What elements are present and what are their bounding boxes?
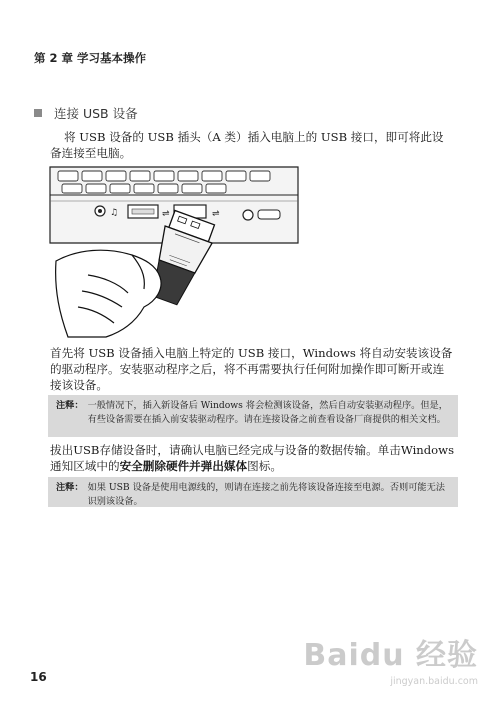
page-number: 16: [30, 670, 47, 684]
safe-remove-paragraph: [50, 442, 455, 474]
usb-connection-illustration: [48, 165, 300, 340]
svg-text:♫: ♫: [110, 208, 119, 218]
note-label: 注释：: [56, 482, 84, 493]
note-text: 一般情况下，插入新设备后 Windows 将会检测该设备，然后自动安装驱动程序。但是，有些设备需要在插入前安装驱动程序。请在连接设备之前查看设备厂商提供的相关文档。: [87, 400, 448, 425]
note-box-power: [48, 477, 458, 507]
watermark-url: jingyan.baidu.com: [390, 676, 478, 687]
square-bullet-icon: [34, 109, 42, 117]
hand-drawing: [56, 250, 161, 337]
power-port-icon: [243, 210, 253, 220]
intro-paragraph: 将 USB 设备的 USB 插头（A 类）插入电脑上的 USB 接口，即可将此设备连接至电脑。: [50, 130, 444, 160]
safe-remove-text-after: 图标。: [247, 459, 282, 473]
chapter-header: 第 2 章 学习基本操作: [34, 51, 147, 65]
watermark-brand: Baidu 经验: [303, 638, 478, 673]
section-title: 连接 USB 设备: [54, 106, 138, 121]
driver-paragraph: 首先将 USB 设备插入电脑上特定的 USB 接口，Windows 将自动安装该设备的驱动程序。安装驱动程序之后，将不再需要执行任何附加操作即可断开或连接该设备。: [50, 346, 453, 392]
section-heading: [34, 104, 138, 122]
watermark: [303, 630, 478, 687]
usb-trident-icon: ⇌: [162, 209, 170, 219]
note-label: 注释：: [56, 400, 84, 411]
safe-remove-command: 安全删除硬件并弹出媒体: [119, 459, 248, 473]
svg-text:⇌: ⇌: [212, 209, 220, 219]
note-box-driver: [48, 395, 458, 437]
safe-remove-text-before: 拔出USB存储设备时，请确认电脑已经完成与设备的数据传输。单击Windows通知区域中的: [50, 443, 455, 473]
note-text: 如果 USB 设备是使用电源线的，则请在连接之前先将该设备连接至电源。否则可能无法识别该设备。: [87, 482, 445, 507]
